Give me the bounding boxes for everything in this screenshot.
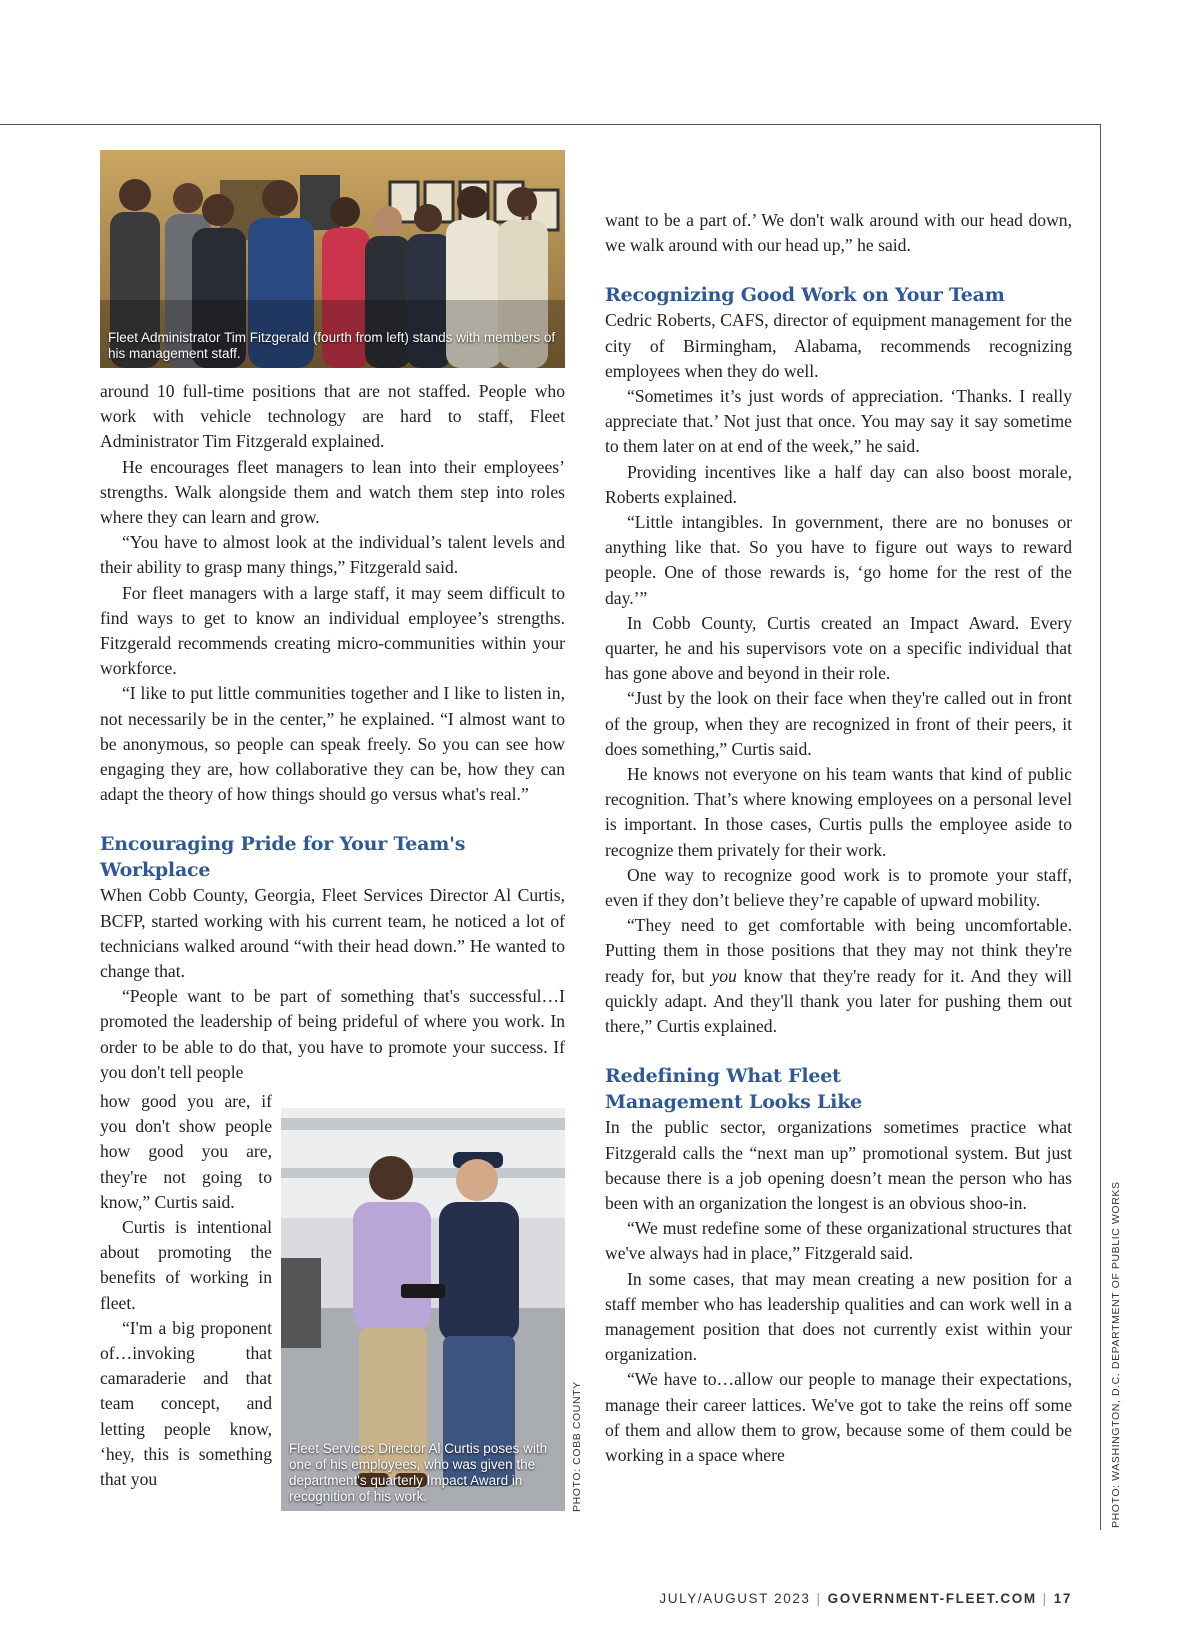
- section-heading: Recognizing Good Work on Your Team: [605, 284, 1005, 307]
- paragraph: “I'm a big proponent of…invoking that camaraderie and that team concept, and letting people know, ‘hey, this is something that you: [100, 1317, 272, 1490]
- paragraph: In Cobb County, Curtis created an Impact Award. Every quarter, he and his supervisors vote on a specific individual that has gone above and beyond in their role.: [605, 612, 1072, 684]
- paragraph: One way to recognize good work is to promote your staff, even if they don’t believe they’re capable of upward mobility.: [605, 864, 1072, 911]
- team-photo-caption: Fleet Administrator Tim Fitzgerald (fourth from left) stands with members of his management staff.: [108, 330, 556, 361]
- paragraph: For fleet managers with a large staff, it may seem difficult to find ways to get to know an individual employee’s strengths. Fitzgerald recommends creating micro-communities within your workforce.: [100, 582, 565, 679]
- section-heading: Encouraging Pride for Your Team's Workplace: [100, 833, 466, 882]
- paragraph: want to be a part of.’ We don't walk around with our head down, we walk around with our head up,” he said.: [605, 210, 1072, 256]
- paragraph-part: know that they're ready for it. And they will quickly adapt. And they'll thank you later for pushing them out there,” Curtis explained.: [605, 965, 1072, 1037]
- heading-line: Redefining What Fleet: [605, 1065, 841, 1088]
- emphasis: you: [711, 965, 737, 986]
- section-heading: [605, 1063, 1072, 1115]
- paragraph: around 10 full-time positions that are not staffed. People who work with vehicle technology are hard to staff, Fleet Administrator Tim Fitzgerald explained.: [100, 381, 565, 452]
- paragraph: “We must redefine some of these organizational structures that we've always had in place,” Fitzgerald said.: [605, 1218, 1072, 1264]
- award-photo: [281, 1108, 565, 1511]
- paragraph: Curtis is intentional about promoting the benefits of working in fleet.: [100, 1217, 272, 1313]
- award-photo-credit: PHOTO: COBB COUNTY: [571, 1381, 583, 1512]
- right-rule: [1100, 124, 1101, 1530]
- page-footer: [659, 1591, 1072, 1606]
- paragraph: He knows not everyone on his team wants that kind of public recognition. That’s where knowing employees on a personal level is important. In those cases, Curtis pulls the employee aside to recognize them privately for their work.: [605, 764, 1072, 860]
- paragraph: how good you are, if you don't show people how good you are, they're not going to know,” Curtis said.: [100, 1091, 272, 1212]
- paragraph: “Little intangibles. In government, there are no bonuses or anything like that. So you have to figure out ways to reward people. One of those rewards is, ‘go home for the rest of the day.’”: [605, 512, 1072, 608]
- paragraph: Providing incentives like a half day can also boost morale, Roberts explained.: [605, 461, 1072, 507]
- footer-divider: |: [816, 1591, 822, 1606]
- paragraph-part: “They need to get comfortable with being uncomfortable. Putting them in those positions that they may not think they're ready for, but: [605, 915, 1072, 986]
- paragraph: “We have to…allow our people to manage their expectations, manage their career lattices. We've got to take the reins off some of them and allow them to grow, because some of them could be working in a space where: [605, 1369, 1072, 1465]
- paragraph: “Sometimes it’s just words of appreciation. ‘Thanks. I really appreciate that.’ Not just that once. You may say it say sometime to them later on at end of the week,” he said.: [605, 386, 1072, 457]
- site-name: GOVERNMENT-FLEET.COM: [827, 1591, 1037, 1606]
- paragraph: “People want to be part of something that's successful…I promoted the leadership of being prideful of where you work. In order to be able to do that, you have to promote your success. If you don't tell people: [100, 986, 565, 1082]
- page-number: 17: [1053, 1591, 1072, 1606]
- paragraph: In some cases, that may mean creating a new position for a staff member who has leadership qualities and can work well in a management position that does not currently exist within your organization.: [605, 1268, 1072, 1365]
- paragraph: He encourages fleet managers to lean into their employees’ strengths. Walk alongside them and watch them step into roles where they can learn and grow.: [100, 456, 565, 528]
- paragraph: “You have to almost look at the individual’s talent levels and their ability to grasp many things,” Fitzgerald said.: [100, 532, 565, 578]
- side-photo-credit: PHOTO: WASHINGTON, D.C. DEPARTMENT OF PUBLIC WORKS: [1110, 1181, 1122, 1528]
- paragraph: Cedric Roberts, CAFS, director of equipment management for the city of Birmingham, Alabama, recommends recognizing employees when they do well.: [605, 310, 1072, 381]
- paragraph: “Just by the look on their face when they're called out in front of the group, when they are recognized in front of their peers, it does something,” Curtis said.: [605, 688, 1072, 759]
- right-column: [605, 208, 1072, 1468]
- top-rule: [0, 124, 1100, 125]
- issue-date: JULY/AUGUST 2023: [659, 1591, 811, 1606]
- left-column: [100, 379, 565, 1085]
- paragraph: When Cobb County, Georgia, Fleet Services Director Al Curtis, BCFP, started working with his current team, he noticed a lot of technicians walked around “with their head down.” He wanted to change that.: [100, 885, 565, 982]
- paragraph: In the public sector, organizations sometimes practice what Fitzgerald calls the “next man up” promotional system. But just because there is a job opening doesn’t mean the person who has been with an organization the longest is an obvious shoo-in.: [605, 1117, 1072, 1213]
- heading-line: Management Looks Like: [605, 1091, 863, 1114]
- team-photo: [100, 150, 565, 368]
- left-wrap-column: [100, 1089, 272, 1492]
- paragraph: “I like to put little communities together and I like to listen in, not necessarily be in the center,” he explained. “I almost want to be anonymous, so people can speak freely. So you can see how engaging they are, how collaborative they can be, how they can adapt the theory of how things should go versus what's real.”: [100, 683, 565, 805]
- paragraph: [605, 913, 1072, 1039]
- footer-divider: |: [1042, 1591, 1048, 1606]
- award-photo-caption: Fleet Services Director Al Curtis poses with one of his employees, who was given the department's quarterly Impact Award in recognition of his work.: [289, 1441, 548, 1504]
